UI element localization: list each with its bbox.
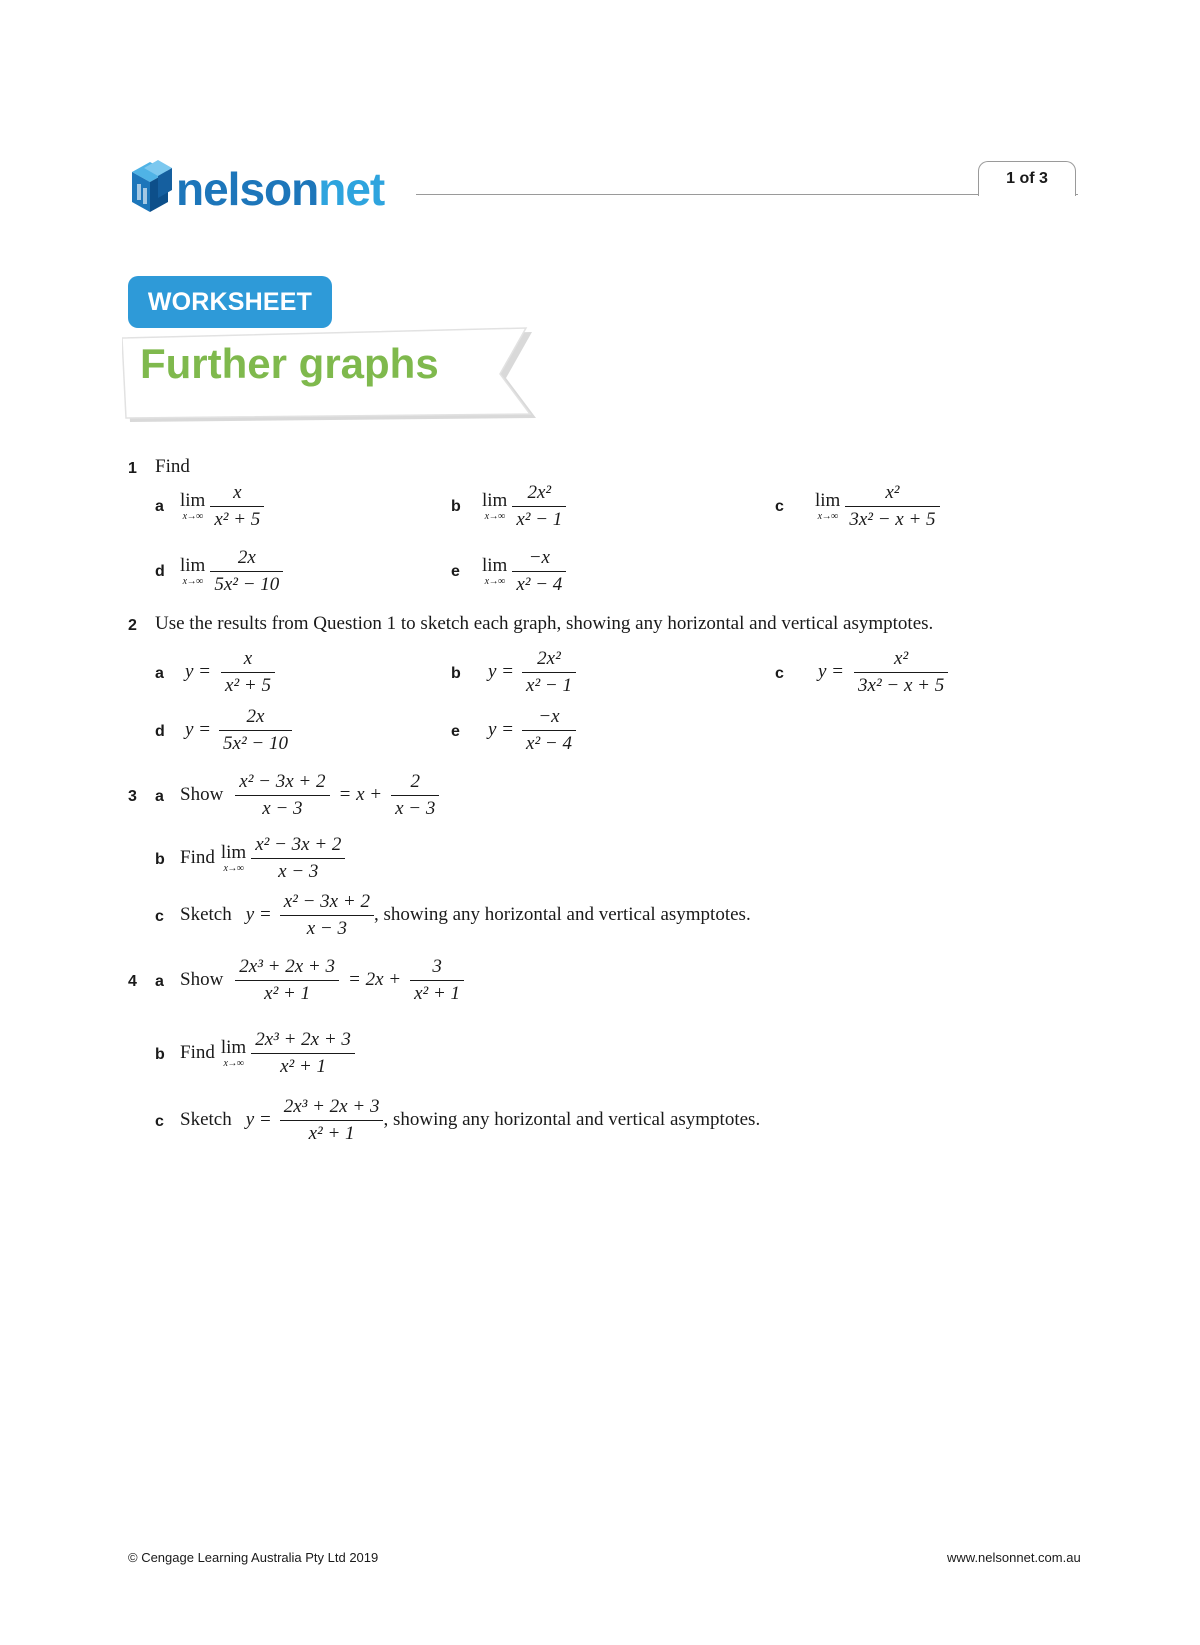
fraction: $\frac{\text{x² − 3x + 2}}{x - 3}$ xyxy=(235,771,329,820)
limit-expression xyxy=(180,547,286,596)
part-label: d xyxy=(155,723,165,740)
fraction: $\frac{\text{x²}}{\text{3x² − x + 5}}$ xyxy=(845,482,939,531)
fraction: $\frac{\text{2x²}}{\text{x² − 1}}$ xyxy=(512,482,566,531)
part-label: c xyxy=(155,908,164,925)
fraction: $\frac{\text{x² − 3x + 2}}{x - 3}$ xyxy=(251,834,345,883)
part-label: e xyxy=(451,563,460,580)
part-label: a xyxy=(155,973,164,990)
limit-expression xyxy=(180,482,267,531)
fraction: $\frac{-x}{\text{x² − 4}}$ xyxy=(512,547,566,596)
logo-wordmark: nelsonnet xyxy=(176,163,385,215)
fraction: $\frac{\text{2x³ + 2x + 3}}{\text{x² + 1}}$ xyxy=(280,1096,384,1145)
limit-operator: lim x→∞ xyxy=(180,554,206,587)
page-indicator: 1 of 3 xyxy=(978,161,1076,196)
part-label: b xyxy=(155,1046,165,1063)
question-number: 2 xyxy=(128,617,137,634)
question-prompt: Use the results from Question 1 to sketch each graph, showing any horizontal and vertical asymptotes. xyxy=(155,613,934,634)
copyright-notice: © Cengage Learning Australia Pty Ltd 2019 xyxy=(128,1550,379,1565)
part-label: d xyxy=(155,563,165,580)
fraction: $\frac{\text{x² − 3x + 2}}{x - 3}$ xyxy=(280,891,374,940)
page-title: Further graphs xyxy=(140,340,439,387)
function-expression: y = $\frac{x}{\text{x² + 5}}$ xyxy=(185,648,278,697)
fraction: $\frac{\text{x²}}{\text{3x² − x + 5}}$ xyxy=(854,648,948,697)
worksheet-badge: WORKSHEET xyxy=(128,276,332,328)
part-label: a xyxy=(155,665,164,682)
function-expression: y = $\frac{-x}{\text{x² − 4}}$ xyxy=(488,706,579,755)
limit-expression: Find lim x→∞ $\frac{\text{2x³ + 2x + 3}}{\text{x² + 1}}$ xyxy=(180,1029,358,1078)
limit-operator: lim x→∞ xyxy=(180,489,206,522)
fraction: $\frac{x}{\text{x² + 5}}$ xyxy=(210,482,264,531)
fraction: $\frac{x}{\text{x² + 5}}$ xyxy=(221,648,275,697)
question-number: 4 xyxy=(128,973,137,990)
part-label: a xyxy=(155,498,164,515)
limit-operator: lim x→∞ xyxy=(482,554,508,587)
fraction: $\frac{-x}{\text{x² − 4}}$ xyxy=(522,706,576,755)
fraction: $\frac{\text{2x²}}{\text{x² − 1}}$ xyxy=(522,648,576,697)
function-expression: y = $\frac{\text{2x²}}{\text{x² − 1}}$ xyxy=(488,648,579,697)
footer-url[interactable]: www.nelsonnet.com.au xyxy=(947,1550,1081,1565)
fraction: $\frac{3}{\text{x² + 1}}$ xyxy=(410,956,464,1005)
fraction: $\frac{2x}{\text{5x² − 10}}$ xyxy=(210,547,283,596)
limit-operator: lim x→∞ xyxy=(482,489,508,522)
limit-expression xyxy=(482,482,569,531)
sketch-expression: Sketch y = $\frac{\text{2x³ + 2x + 3}}{\text{x² + 1}}$ , showing any horizontal and vertical asymptotes. xyxy=(180,1096,761,1144)
fraction: $\frac{2}{x - 3}$ xyxy=(391,771,439,820)
part-label: e xyxy=(451,723,460,740)
fraction: $\frac{\text{2x³ + 2x + 3}}{\text{x² + 1}}$ xyxy=(251,1029,355,1078)
part-label: b xyxy=(451,498,461,515)
limit-expression: Find lim x→∞ $\frac{\text{x² − 3x + 2}}{x - 3}$ xyxy=(180,834,348,883)
part-label: c xyxy=(775,498,784,515)
function-expression: y = $\frac{\text{x²}}{\text{3x² − x + 5}}$ xyxy=(818,648,951,697)
part-label: a xyxy=(155,788,164,805)
part-label: c xyxy=(155,1113,164,1130)
limit-operator: lim x→∞ xyxy=(220,1036,247,1069)
fraction: $\frac{\text{2x³ + 2x + 3}}{\text{x² + 1}}$ xyxy=(235,956,339,1005)
part-label: b xyxy=(451,665,461,682)
sketch-expression: Sketch y = $\frac{\text{x² − 3x + 2}}{x - 3}$ , showing any horizontal and vertical asymptotes. xyxy=(180,891,751,939)
identity-expression: Show $\frac{\text{x² − 3x + 2}}{x - 3}$ = x + $\frac{2}{x - 3}$ xyxy=(180,771,442,820)
worksheet-banner xyxy=(122,270,542,430)
part-label: b xyxy=(155,851,165,868)
fraction: $\frac{2x}{\text{5x² − 10}}$ xyxy=(219,706,292,755)
nelsonnet-logo xyxy=(128,150,420,230)
identity-expression: Show $\frac{\text{2x³ + 2x + 3}}{\text{x² + 1}}$ = 2x + $\frac{3}{\text{x² + 1}}$ xyxy=(180,956,467,1005)
nelsonnet-cube-icon xyxy=(128,156,180,220)
limit-expression xyxy=(482,547,569,596)
limit-expression xyxy=(815,482,943,531)
limit-operator: lim x→∞ xyxy=(220,841,247,874)
limit-operator: lim x→∞ xyxy=(815,489,841,522)
question-prompt: Find xyxy=(155,456,190,477)
part-label: c xyxy=(775,665,784,682)
question-number: 1 xyxy=(128,460,137,477)
function-expression: y = $\frac{2x}{\text{5x² − 10}}$ xyxy=(185,706,295,755)
question-number: 3 xyxy=(128,788,137,805)
